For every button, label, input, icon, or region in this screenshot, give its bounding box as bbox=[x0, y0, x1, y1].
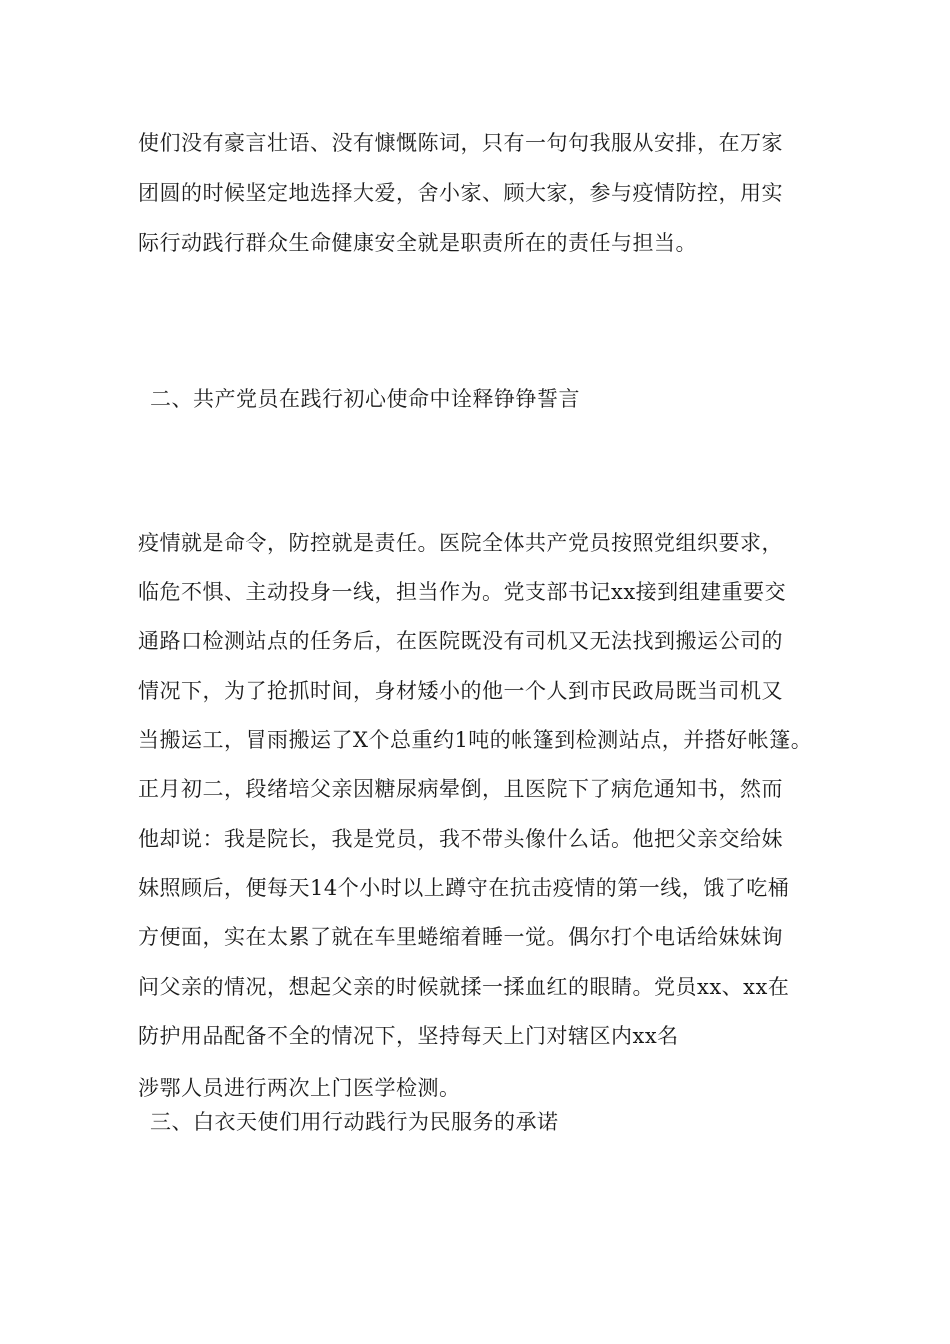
paragraph-line: 际行动践行群众生命健康安全就是职责所在的责任与担当。 bbox=[138, 231, 697, 255]
paragraph-line: 使们没有豪言壮语、没有慷慨陈词，只有一句句我服从安排，在万家 bbox=[138, 131, 783, 155]
paragraph-line: 团圆的时候坚定地选择大爱，舍小家、顾大家，参与疫情防控，用实 bbox=[138, 181, 783, 205]
paragraph-line: 情况下，为了抢抓时间，身材矮小的他一个人到市民政局既当司机又 bbox=[138, 679, 783, 703]
paragraph-line: 妹照顾后，便每天14个小时以上蹲守在抗击疫情的第一线，饿了吃桶 bbox=[138, 876, 790, 900]
section-heading-3: 三、白衣天使们用行动践行为民服务的承诺 bbox=[150, 1110, 559, 1134]
paragraph-line: 正月初二，段绪培父亲因糖尿病晕倒，且医院下了病危通知书，然而 bbox=[138, 777, 783, 801]
paragraph-line: 疫情就是命令，防控就是责任。医院全体共产党员按照党组织要求， bbox=[138, 531, 783, 555]
paragraph-line: 通路口检测站点的任务后，在医院既没有司机又无法找到搬运公司的 bbox=[138, 629, 783, 653]
paragraph-line: 防护用品配备不全的情况下，坚持每天上门对辖区内xx名 bbox=[138, 1024, 679, 1048]
paragraph-line: 当搬运工，冒雨搬运了X个总重约1吨的帐篷到检测站点，并搭好帐篷。 bbox=[138, 728, 813, 752]
paragraph-line: 问父亲的情况，想起父亲的时候就揉一揉血红的眼睛。党员xx、xx在 bbox=[138, 975, 790, 999]
paragraph-line: 临危不惧、主动投身一线，担当作为。党支部书记xx接到组建重要交 bbox=[138, 580, 787, 604]
paragraph-line: 涉鄂人员进行两次上门医学检测。 bbox=[138, 1076, 461, 1100]
paragraph-line: 方便面，实在太累了就在车里蜷缩着睡一觉。偶尔打个电话给妹妹询 bbox=[138, 925, 783, 949]
section-heading-2: 二、共产党员在践行初心使命中诠释铮铮誓言 bbox=[150, 387, 580, 411]
paragraph-line: 他却说：我是院长，我是党员，我不带头像什么话。他把父亲交给妹 bbox=[138, 827, 783, 851]
